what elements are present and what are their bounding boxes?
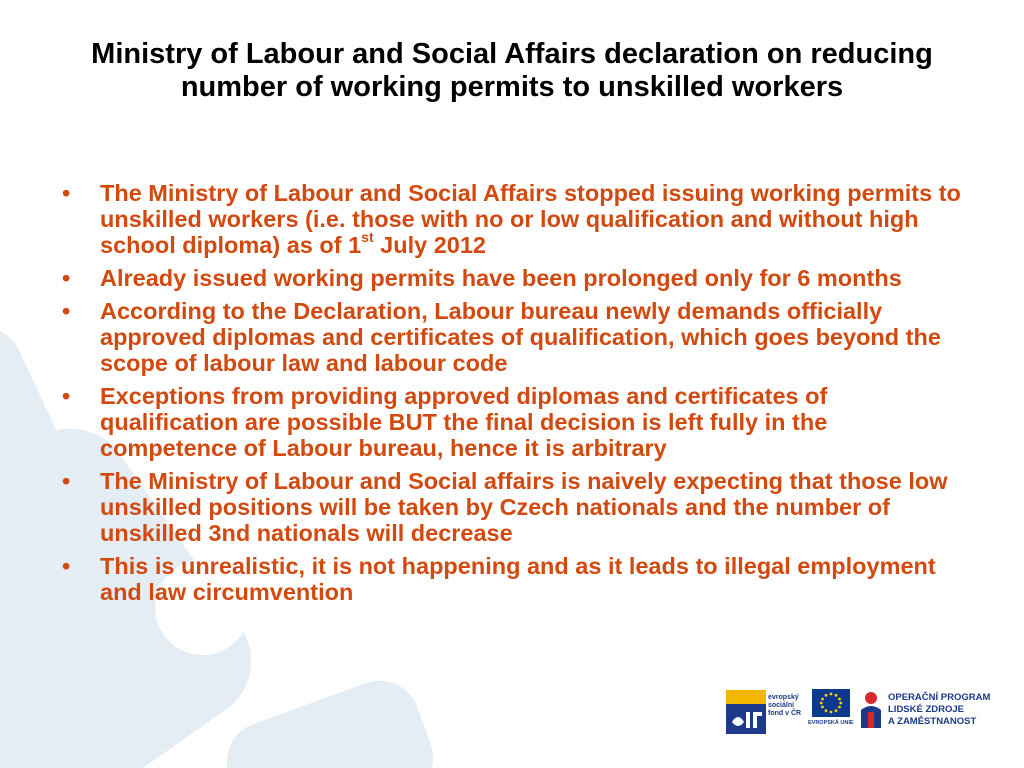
esf-label-line: fond v ČR <box>768 710 802 717</box>
bullet-item <box>62 265 967 291</box>
bullet-text-end: July 2012 <box>373 232 486 258</box>
op-label-line: LIDSKÉ ZDROJE <box>888 704 965 715</box>
bullet-item <box>62 383 967 461</box>
bullet-text: This is unrealistic, it is not happening and as it leads to illegal employment and law circumvention <box>100 553 936 605</box>
eu-label: EVROPSKÁ UNIE <box>808 720 854 726</box>
bullet-marker: • <box>62 553 71 579</box>
bullet-marker: • <box>62 298 71 324</box>
bullet-marker: • <box>62 383 71 409</box>
op-label-line: A ZAMĚSTNANOST <box>888 716 977 727</box>
bullet-text: The Ministry of Labour and Social Affairs stopped issuing working permits to unskilled workers (i.e. those with no or low qualification and without high school diploma) as of 1 <box>100 180 961 258</box>
ordinal-suffix: st <box>361 229 374 246</box>
bullet-text: Exceptions from providing approved diplomas and certificates of qualification are possible BUT the final decision is left fully in the competence of Labour bureau, hence it is arbitrary <box>100 383 828 461</box>
bullet-item <box>62 298 967 376</box>
bullet-text: The Ministry of Labour and Social affairs is naively expecting that those low unskilled positions will be taken by Czech nationals and the number of unskilled 3nd nationals will decrease <box>100 468 948 546</box>
op-label-line: OPERAČNÍ PROGRAM <box>888 692 991 703</box>
slide-title: Ministry of Labour and Social Affairs declaration on reducing number of working permits to unskilled workers <box>91 38 933 103</box>
bullet-text: Already issued working permits have been prolonged only for 6 months <box>100 265 902 291</box>
eu-flag-icon <box>812 689 850 717</box>
bullet-marker: • <box>62 468 71 494</box>
esf-label-line: evropský <box>768 694 799 701</box>
op-lzz-label <box>888 692 990 728</box>
bullet-item <box>62 468 967 546</box>
op-lzz-logo-icon <box>858 690 884 730</box>
esf-label <box>768 694 801 718</box>
bullet-list <box>62 180 967 612</box>
bullet-item <box>62 180 967 258</box>
esf-logo-icon <box>726 690 766 734</box>
bullet-marker: • <box>62 180 71 206</box>
bullet-marker: • <box>62 265 71 291</box>
esf-label-line: sociální <box>768 702 795 709</box>
bullet-text: According to the Declaration, Labour bureau newly demands officially approved diplomas and certificates of qualification, which goes beyond the scope of labour law and labour code <box>100 298 941 376</box>
logo-strip <box>722 686 1012 736</box>
background-shape <box>216 669 445 768</box>
bullet-item <box>62 553 967 605</box>
